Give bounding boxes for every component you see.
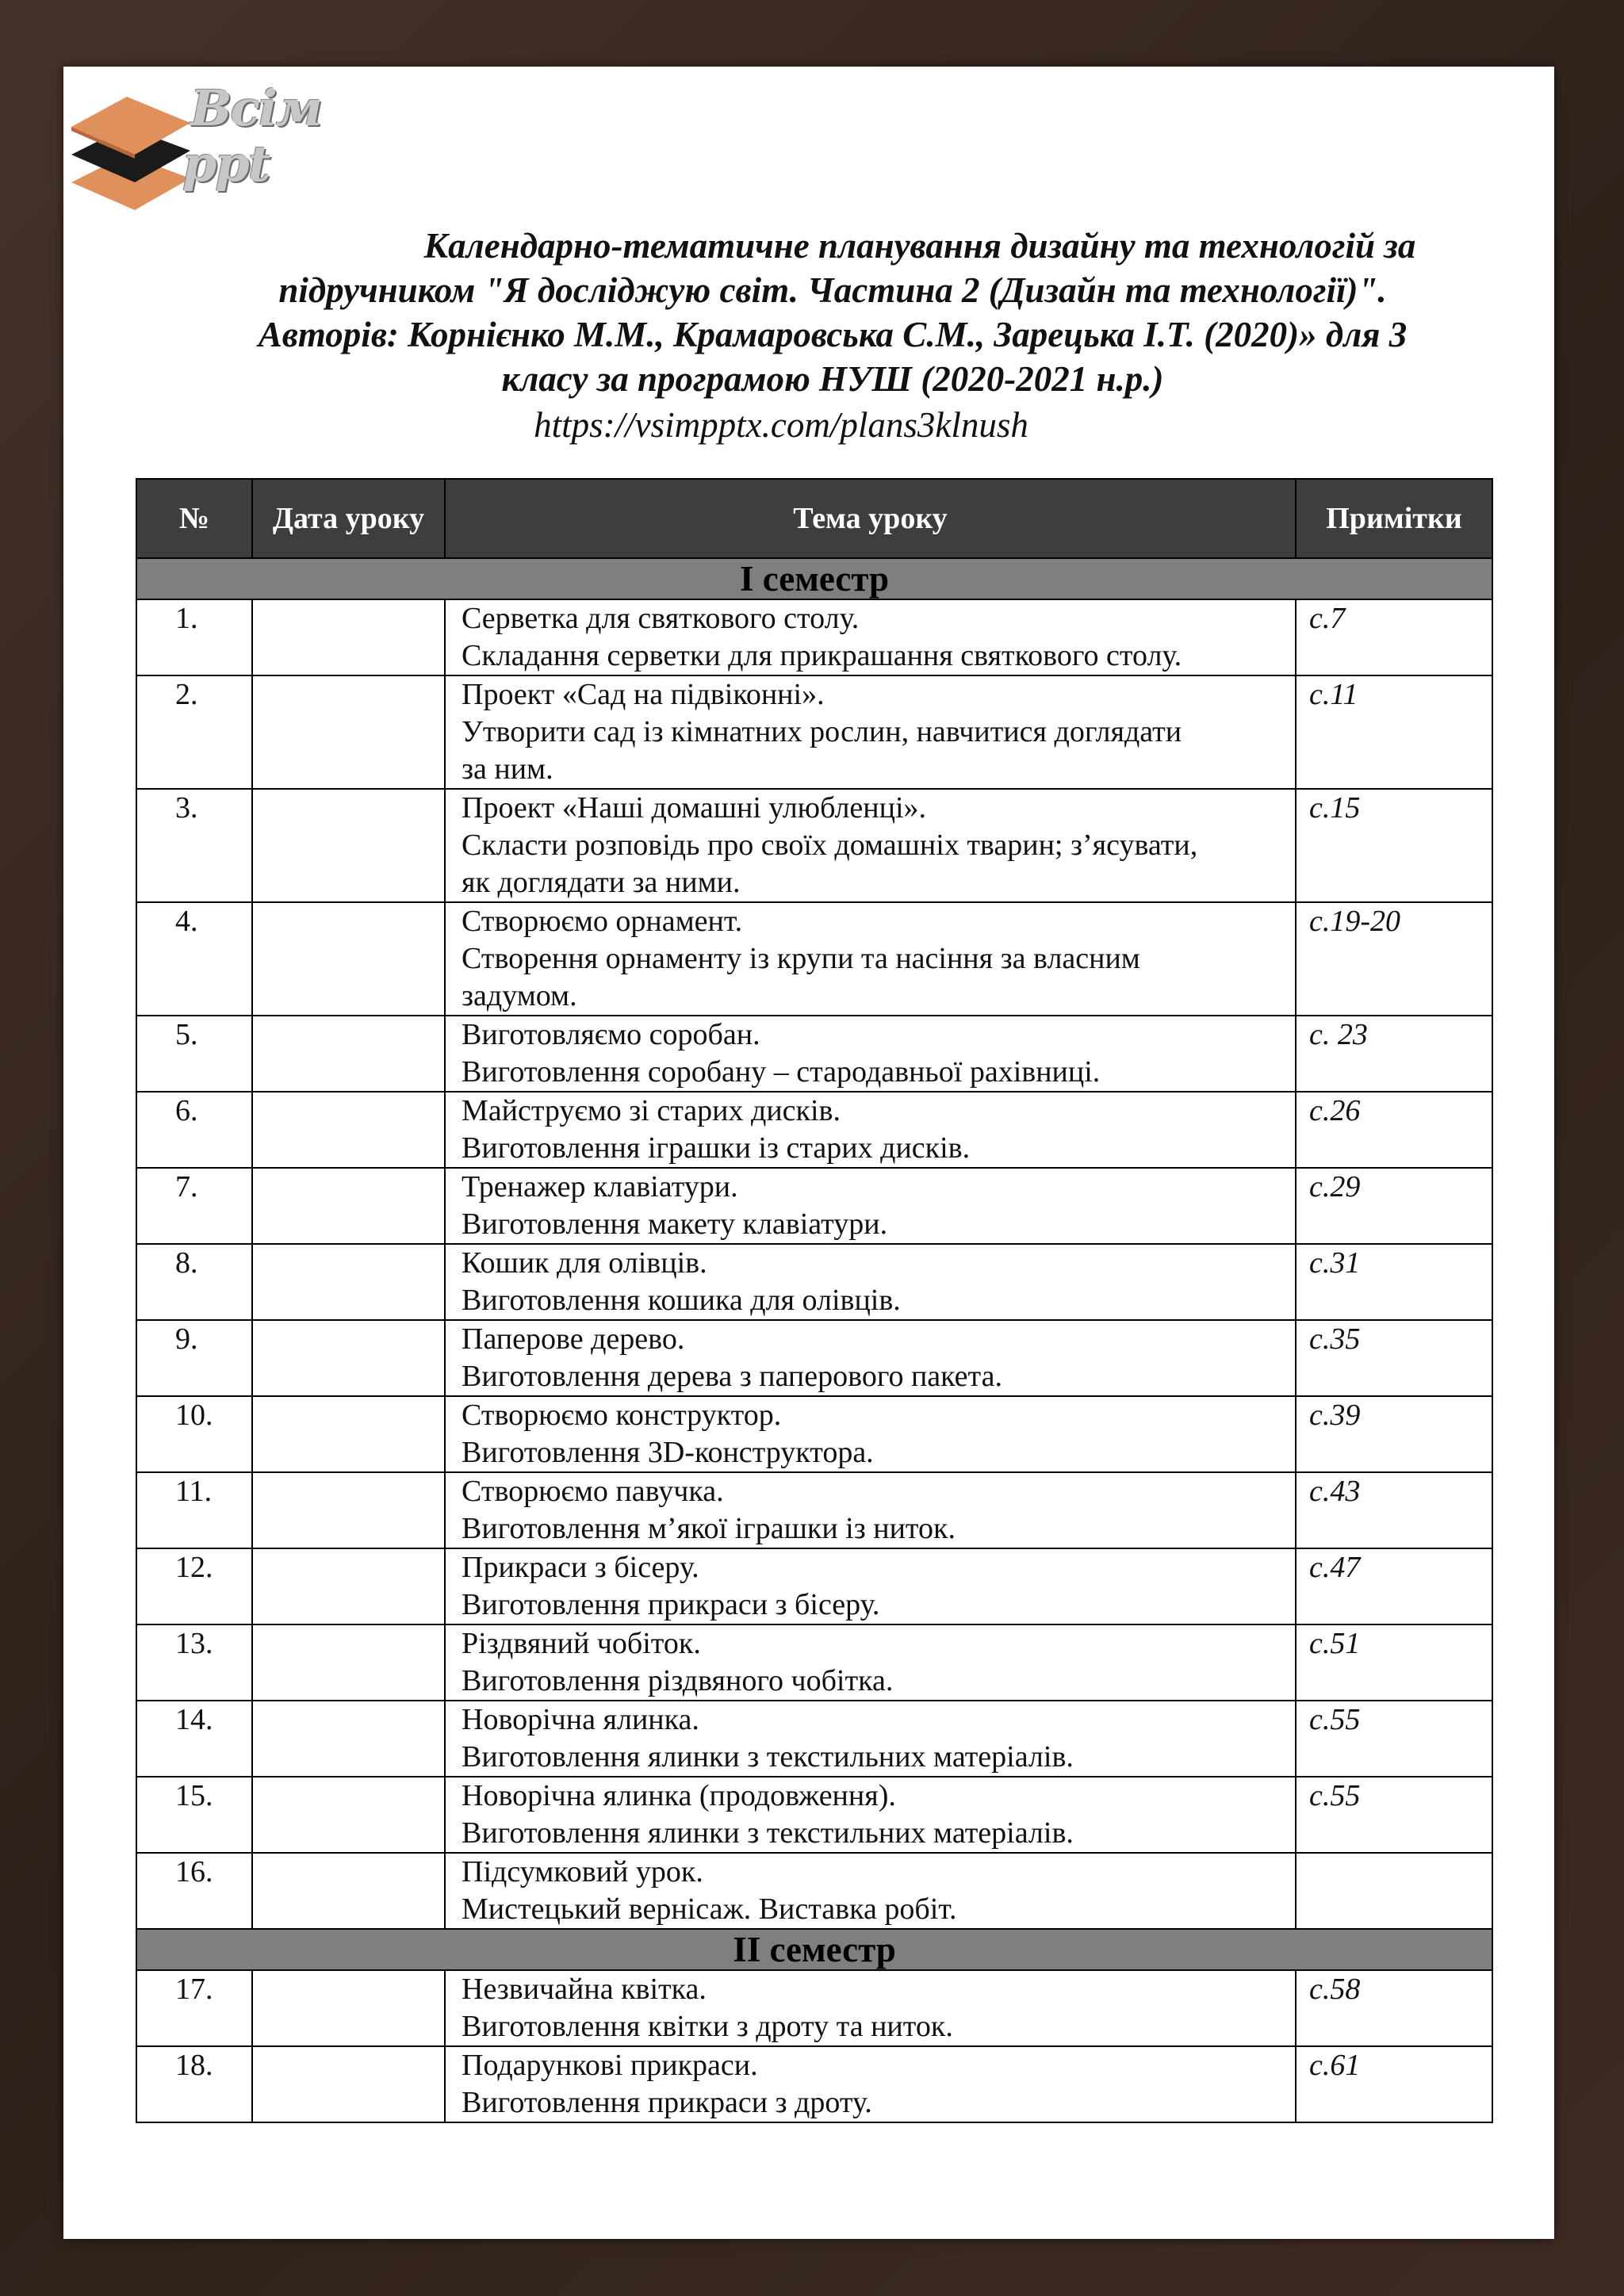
lesson-date-cell[interactable] [252, 902, 445, 1016]
lesson-note: с.47 [1296, 1548, 1492, 1624]
lesson-topic [445, 1472, 1296, 1548]
lesson-note: с.55 [1296, 1777, 1492, 1853]
lesson-date-cell[interactable] [252, 1548, 445, 1624]
lesson-note: с.55 [1296, 1701, 1492, 1777]
lesson-number: 3. [136, 789, 252, 902]
topic-line: Виготовлення макету клавіатури. [462, 1207, 888, 1241]
topic-line: Майструємо зі старих дисків. [462, 1094, 841, 1127]
table-row [136, 1777, 1492, 1853]
topic-line: за ним. [462, 752, 553, 786]
lesson-number: 13. [136, 1624, 252, 1701]
lesson-topic [445, 675, 1296, 789]
table-row [136, 1396, 1492, 1472]
site-logo [71, 79, 325, 214]
lesson-topic [445, 1624, 1296, 1701]
table-row [136, 1548, 1492, 1624]
lesson-date-cell[interactable] [252, 1970, 445, 2046]
semester-2-label: ІІ семестр [136, 1929, 1492, 1970]
topic-line: Прикраси з бісеру. [462, 1551, 699, 1584]
topic-line: Виготовлення іграшки із старих дисків. [462, 1131, 971, 1165]
lesson-date-cell[interactable] [252, 1701, 445, 1777]
lesson-number: 9. [136, 1320, 252, 1396]
topic-line: задумом. [462, 979, 577, 1012]
topic-line: Підсумковий урок. [462, 1855, 703, 1888]
lesson-number: 6. [136, 1092, 252, 1168]
title-line-1: Календарно-тематичне планування дизайну та технологій за [423, 226, 1416, 266]
lesson-number: 18. [136, 2046, 252, 2122]
lesson-note: с.58 [1296, 1970, 1492, 2046]
table-row [136, 675, 1492, 789]
lesson-date-cell[interactable] [252, 2046, 445, 2122]
lesson-topic [445, 902, 1296, 1016]
lesson-note: с.7 [1296, 599, 1492, 675]
lesson-note [1296, 1853, 1492, 1929]
lesson-plan-table [136, 478, 1493, 2123]
topic-line: Виготовлення дерева з паперового пакета. [462, 1360, 1002, 1393]
topic-line: Виготовлення прикраси з дроту. [462, 2086, 872, 2119]
title-line-4: класу за програмою НУШ (2020-2021 н.р.) [501, 359, 1164, 399]
topic-line: Тренажер клавіатури. [462, 1170, 738, 1203]
topic-line: Незвичайна квітка. [462, 1973, 707, 2006]
lesson-number: 1. [136, 599, 252, 675]
lesson-number: 16. [136, 1853, 252, 1929]
lesson-date-cell[interactable] [252, 789, 445, 902]
lesson-number: 15. [136, 1777, 252, 1853]
table-row [136, 1092, 1492, 1168]
lesson-note: с.43 [1296, 1472, 1492, 1548]
semester-1-row [136, 558, 1492, 599]
lesson-number: 11. [136, 1472, 252, 1548]
topic-line: як доглядати за ними. [462, 866, 741, 899]
topic-line: Виготовлення ялинки з текстильних матеріалів. [462, 1816, 1074, 1850]
lesson-note: с.15 [1296, 789, 1492, 902]
lesson-number: 5. [136, 1016, 252, 1092]
lesson-topic [445, 1244, 1296, 1320]
topic-line: Мистецький вернісаж. Виставка робіт. [462, 1892, 957, 1926]
logo-text-line2: ppt [182, 135, 270, 193]
topic-line: Створюємо павучка. [462, 1475, 724, 1508]
topic-line: Виготовлення квітки з дроту та ниток. [462, 2010, 953, 2043]
table-row [136, 1701, 1492, 1777]
lesson-date-cell[interactable] [252, 1092, 445, 1168]
lesson-note: с.51 [1296, 1624, 1492, 1701]
header-date: Дата уроку [252, 479, 445, 558]
logo-text-line1: Всім [190, 79, 321, 137]
lesson-note: с.29 [1296, 1168, 1492, 1244]
lesson-number: 2. [136, 675, 252, 789]
lesson-date-cell[interactable] [252, 1472, 445, 1548]
topic-line: Виготовляємо соробан. [462, 1018, 760, 1051]
lesson-date-cell[interactable] [252, 1320, 445, 1396]
topic-line: Виготовлення соробану – стародавньої рахівниці. [462, 1055, 1101, 1089]
lesson-number: 14. [136, 1701, 252, 1777]
lesson-note: с.31 [1296, 1244, 1492, 1320]
lesson-date-cell[interactable] [252, 1244, 445, 1320]
table-row [136, 1472, 1492, 1548]
topic-line: Скласти розповідь про своїх домашніх тварин; з’ясувати, [462, 828, 1198, 862]
source-url[interactable]: https://vsimpptx.com/plans3klnush [534, 405, 1028, 445]
topic-line: Виготовлення прикраси з бісеру. [462, 1588, 880, 1621]
table-row [136, 1168, 1492, 1244]
table-row [136, 1853, 1492, 1929]
title-line-2: підручником "Я досліджую світ. Частина 2 (Дизайн та технології)". [278, 270, 1387, 310]
lesson-topic [445, 599, 1296, 675]
lesson-number: 8. [136, 1244, 252, 1320]
title-line-3: Авторів: Корнієнко М.М., Крамаровська С.М., Зарецька І.Т. (2020)» для 3 [258, 315, 1408, 354]
table-row [136, 1624, 1492, 1701]
header-number: № [136, 479, 252, 558]
lesson-date-cell[interactable] [252, 1168, 445, 1244]
lesson-topic [445, 2046, 1296, 2122]
topic-line: Виготовлення 3D-конструктора. [462, 1436, 874, 1469]
lesson-date-cell[interactable] [252, 1016, 445, 1092]
table-row [136, 2046, 1492, 2122]
topic-line: Виготовлення різдвяного чобітка. [462, 1664, 894, 1697]
topic-line: Виготовлення ялинки з текстильних матеріалів. [462, 1740, 1074, 1774]
topic-line: Новорічна ялинка (продовження). [462, 1779, 896, 1812]
semester-1-label: І семестр [136, 558, 1492, 599]
lesson-topic [445, 1970, 1296, 2046]
topic-line: Новорічна ялинка. [462, 1703, 699, 1736]
lesson-date-cell[interactable] [252, 599, 445, 675]
lesson-topic [445, 1396, 1296, 1472]
lesson-topic [445, 1168, 1296, 1244]
lesson-date-cell[interactable] [252, 675, 445, 789]
topic-line: Створення орнаменту із крупи та насіння за власним [462, 942, 1140, 975]
lesson-number: 7. [136, 1168, 252, 1244]
lesson-topic [445, 1016, 1296, 1092]
lesson-note: с. 23 [1296, 1016, 1492, 1092]
topic-line: Створюємо орнамент. [462, 905, 743, 938]
topic-line: Утворити сад із кімнатних рослин, навчитися доглядати [462, 715, 1182, 748]
lesson-topic [445, 1548, 1296, 1624]
table-row [136, 1244, 1492, 1320]
lesson-note: с.19-20 [1296, 902, 1492, 1016]
header-notes: Примітки [1296, 479, 1492, 558]
lesson-date-cell[interactable] [252, 1853, 445, 1929]
semester-2-row [136, 1929, 1492, 1970]
topic-line: Подарункові прикраси. [462, 2049, 758, 2082]
lesson-topic [445, 1701, 1296, 1777]
topic-line: Виготовлення кошика для олівців. [462, 1284, 901, 1317]
topic-line: Різдвяний чобіток. [462, 1627, 701, 1660]
topic-line: Кошик для олівців. [462, 1246, 707, 1280]
lesson-note: с.61 [1296, 2046, 1492, 2122]
topic-line: Виготовлення м’якої іграшки із ниток. [462, 1512, 956, 1545]
document-title [143, 224, 1522, 401]
lesson-note: с.26 [1296, 1092, 1492, 1168]
lesson-date-cell[interactable] [252, 1777, 445, 1853]
table-header-row [136, 479, 1492, 558]
table-row [136, 1016, 1492, 1092]
topic-line: Серветка для святкового столу. [462, 602, 860, 635]
table-row [136, 1970, 1492, 2046]
lesson-topic [445, 789, 1296, 902]
topic-line: Складання серветки для прикрашання святкового столу. [462, 639, 1182, 672]
lesson-topic [445, 1320, 1296, 1396]
topic-line: Створюємо конструктор. [462, 1399, 782, 1432]
lesson-number: 10. [136, 1396, 252, 1472]
table-row [136, 599, 1492, 675]
header-topic: Тема уроку [445, 479, 1296, 558]
table-row [136, 789, 1492, 902]
lesson-note: с.11 [1296, 675, 1492, 789]
lesson-date-cell[interactable] [252, 1396, 445, 1472]
lesson-topic [445, 1853, 1296, 1929]
lesson-number: 4. [136, 902, 252, 1016]
lesson-topic [445, 1777, 1296, 1853]
table-row [136, 1320, 1492, 1396]
table-body [136, 558, 1492, 2122]
topic-line: Паперове дерево. [462, 1322, 685, 1356]
lesson-number: 12. [136, 1548, 252, 1624]
lesson-date-cell[interactable] [252, 1624, 445, 1701]
topic-line: Проект «Наші домашні улюбленці». [462, 791, 927, 825]
lesson-topic [445, 1092, 1296, 1168]
topic-line: Проект «Сад на підвіконні». [462, 678, 825, 711]
lesson-note: с.35 [1296, 1320, 1492, 1396]
lesson-number: 17. [136, 1970, 252, 2046]
lesson-note: с.39 [1296, 1396, 1492, 1472]
table-row [136, 902, 1492, 1016]
